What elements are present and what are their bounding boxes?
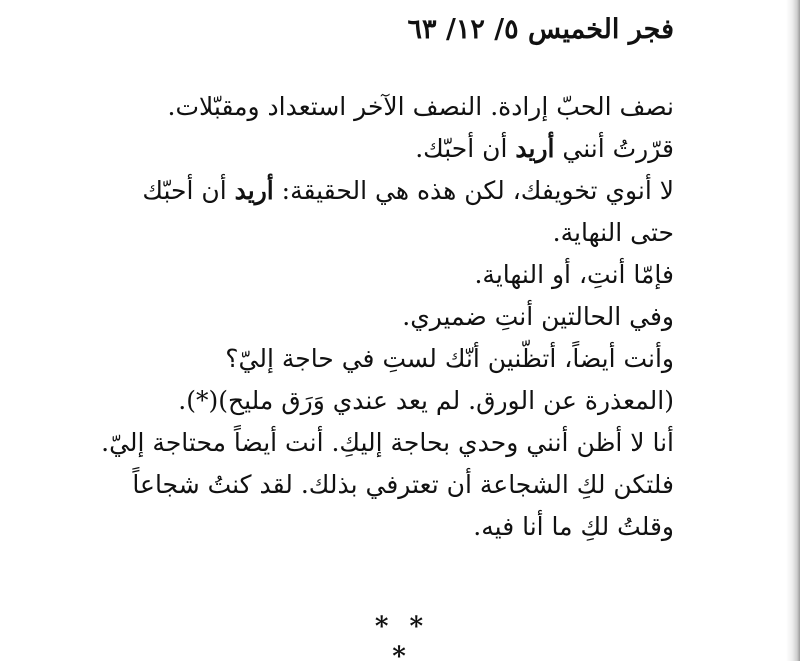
text-line-4: حتى النهاية. [552,218,674,247]
text-line-1: نصف الحبّ إرادة. النصف الآخر استعداد ومقبّلات. [167,92,674,121]
section-separator: * * * [374,612,430,672]
text-line-8: (المعذرة عن الورق. لم يعد عندي وَرَق مليح)(*). [178,386,674,415]
emphasized-word: أريد [515,134,555,163]
page-edge-shadow [786,0,800,661]
text-line-2-part-a: قرّرتُ أنني [554,134,674,163]
text-line-2-part-c: أن أحبّك. [415,134,516,163]
letter-date-heading: فجر الخميس ٥/ ١٢/ ٦٣ [407,14,674,45]
emphasized-word: أريد [234,176,274,205]
text-line-3-part-c: أن أحبّك [142,176,235,205]
text-line-11: وقلتُ لكِ ما أنا فيه. [473,512,674,541]
text-line-10: فلتكن لكِ الشجاعة أن تعترفي بذلك. لقد كنتُ شجاعاً [132,470,674,499]
text-line-5: فإمّا أنتِ، أو النهاية. [474,260,674,289]
text-line-3-part-a: لا أنوي تخويفك، لكن هذه هي الحقيقة: [273,176,674,205]
letter-body [74,10,674,550]
text-line-9: أنا لا أظن أنني وحدي بحاجة إليكِ. أنت أيضاً محتاجة إليّ. [101,428,674,457]
text-line-3 [74,172,674,209]
text-line-2 [74,130,674,167]
text-line-6: وفي الحالتين أنتِ ضميري. [402,302,674,331]
text-line-7: وأنت أيضاً، أتظّنين أنّك لستِ في حاجة إليّ؟ [225,344,674,373]
